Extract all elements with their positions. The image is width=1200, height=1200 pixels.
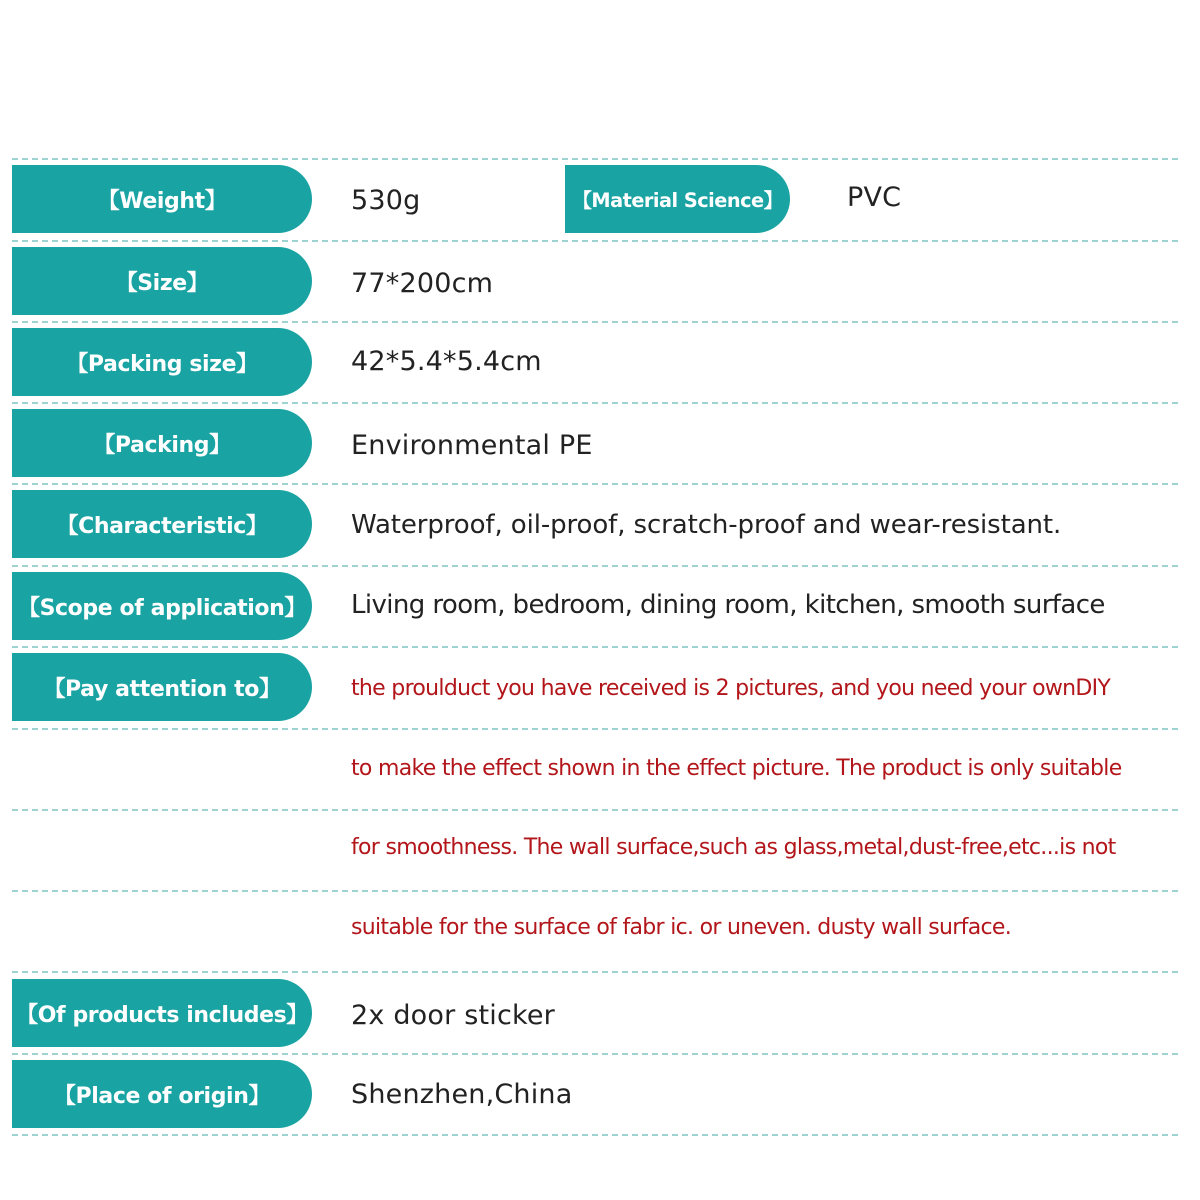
row-divider xyxy=(12,646,1178,648)
packing-value: Environmental PE xyxy=(351,430,593,461)
attention-note-line: for smoothness. The wall surface,such as glass,metal,dust-free,etc...is not xyxy=(351,835,1116,860)
weight-label: 【Weight】 xyxy=(12,165,312,233)
row-divider xyxy=(12,402,1178,404)
origin-label: 【Place of origin】 xyxy=(12,1060,312,1128)
row-divider xyxy=(12,728,1178,730)
row-divider xyxy=(12,321,1178,323)
size-value: 77*200cm xyxy=(351,268,494,299)
row-divider xyxy=(12,158,1178,160)
row-divider xyxy=(12,809,1178,811)
row-divider xyxy=(12,890,1178,892)
scope-label: 【Scope of application】 xyxy=(12,572,312,640)
origin-value: Shenzhen,China xyxy=(351,1079,573,1110)
attention-note-line: the proulduct you have received is 2 pictures, and you need your ownDIY xyxy=(351,676,1111,701)
row-divider xyxy=(12,565,1178,567)
characteristic-label: 【Characteristic】 xyxy=(12,490,312,558)
weight-value: 530g xyxy=(351,185,421,216)
attention-note-line: suitable for the surface of fabr ic. or uneven. dusty wall surface. xyxy=(351,915,1012,940)
attention-label: 【Pay attention to】 xyxy=(12,653,312,721)
material-value: PVC xyxy=(847,182,902,213)
packing-label: 【Packing】 xyxy=(12,409,312,477)
material-label: 【Material Science】 xyxy=(565,165,790,233)
row-divider xyxy=(12,483,1178,485)
size-label: 【Size】 xyxy=(12,247,312,315)
row-divider xyxy=(12,1053,1178,1055)
packing-size-value: 42*5.4*5.4cm xyxy=(351,346,542,377)
row-divider xyxy=(12,1134,1178,1136)
row-divider xyxy=(12,240,1178,242)
includes-label: 【Of products includes】 xyxy=(12,979,312,1047)
packing-size-label: 【Packing size】 xyxy=(12,328,312,396)
scope-value: Living room, bedroom, dining room, kitchen, smooth surface xyxy=(351,590,1105,620)
row-divider xyxy=(12,971,1178,973)
characteristic-value: Waterproof, oil-proof, scratch-proof and wear-resistant. xyxy=(351,510,1062,540)
attention-note-line: to make the effect shown in the effect picture. The product is only suitable xyxy=(351,756,1122,781)
includes-value: 2x door sticker xyxy=(351,1000,555,1031)
